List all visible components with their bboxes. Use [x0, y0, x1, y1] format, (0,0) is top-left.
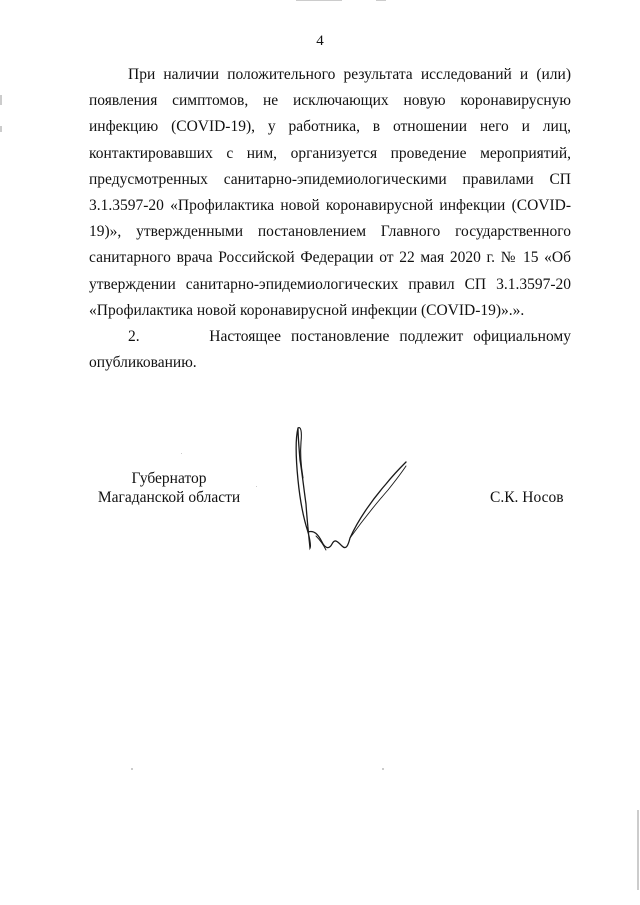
- scan-edge-mark: [382, 768, 384, 770]
- signer-position-line1: Губернатор: [131, 470, 207, 487]
- scan-edge-mark: [181, 453, 182, 454]
- scan-edge-mark: [0, 95, 2, 105]
- scan-edge-mark: [256, 486, 257, 487]
- scan-edge-mark: [376, 0, 386, 1]
- signer-position-line2: Магаданской области: [97, 489, 241, 506]
- handwritten-signature: [280, 420, 420, 560]
- scan-edge-mark: [131, 768, 133, 770]
- signer-name: С.К. Носов: [490, 489, 564, 506]
- page-number: 4: [316, 33, 324, 49]
- scan-edge-mark: [637, 810, 639, 890]
- signer-position: [89, 469, 249, 507]
- scan-edge-mark: [296, 0, 342, 1]
- scan-edge-mark: [0, 126, 2, 132]
- paragraph-covid-measures: При наличии положительного результата исследований и (или) появления симптомов, не исключающих новую коронавирусную инфекцию (COVID-19), у работника, в отношении него и лиц, контактировавших с ним, организуется проведение мероприятий, предусмотренных санитарно-эпидемиологическими правилами СП 3.1.3597-20 «Профилактика новой коронавирусной инфекции (COVID-19)», утвержденными постановлением Главного государственного санитарного врача Российской Федерации от 22 мая 2020 г. № 15 «Об утверждении санитарно-эпидемиологических правил СП 3.1.3597-20 «Профилактика новой коронавирусной инфекции (COVID-19)».».: [89, 66, 571, 319]
- paragraph-publication: 2. Настоящее постановление подлежит официальному опубликованию.: [89, 328, 571, 372]
